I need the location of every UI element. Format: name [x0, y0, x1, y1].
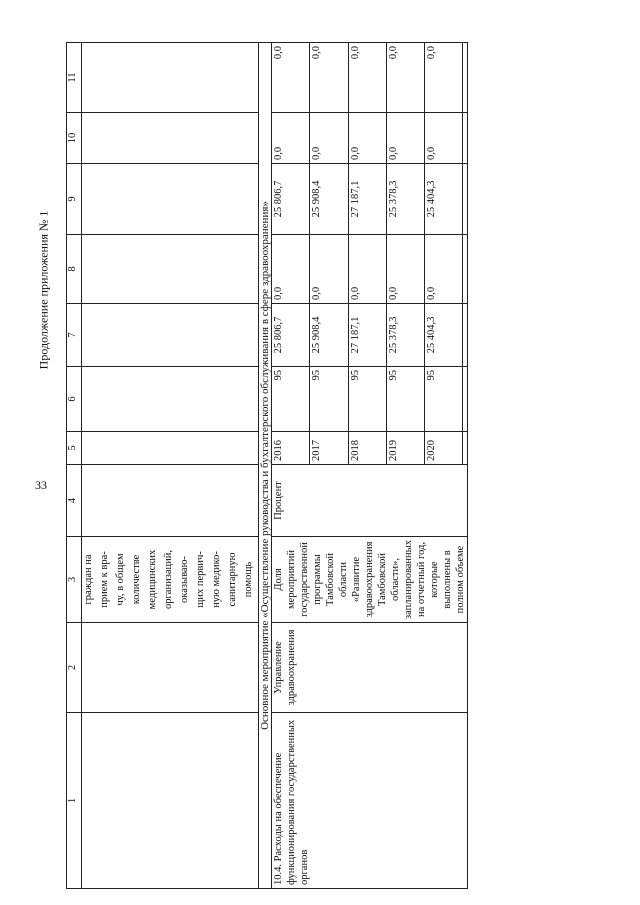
- continuation-line: щих первич-: [195, 551, 206, 608]
- regional-cell: 25 404,3: [425, 164, 463, 235]
- rotated-table-container: [66, 43, 466, 889]
- col-num-1: 1: [67, 713, 82, 889]
- col-num-6: 6: [67, 367, 82, 432]
- total-cell: 25 806,7: [272, 304, 310, 367]
- total-cell: 25 908,4: [310, 304, 348, 367]
- regional-cell: 25 908,4: [310, 164, 348, 235]
- continuation-line: медицинских: [147, 549, 158, 610]
- indicator-value: 95: [310, 367, 348, 432]
- other-cell: 0,0: [310, 43, 348, 113]
- indicator-value: 95: [348, 367, 386, 432]
- total-cell: 27 187,1: [348, 304, 386, 367]
- continuation-line: граждан на: [83, 554, 94, 605]
- continuation-line: оказываю-: [179, 556, 190, 603]
- program-table: [66, 42, 468, 889]
- indicator-name: Доля мероприятий государственной программы Тамбовской области «Развитие здравоохранения Тамбовской области», запланированных на отчетный год, которые выполнены в полном объеме: [272, 537, 468, 623]
- continuation-line: санитарную: [227, 552, 238, 607]
- section-row: [259, 43, 272, 889]
- col-num-3: 3: [67, 537, 82, 623]
- total-cell: 25 404,3: [425, 304, 463, 367]
- year-cell: 2020: [425, 432, 463, 465]
- federal-cell: 0,0: [425, 235, 463, 304]
- page-number: 33: [35, 478, 47, 492]
- col-num-10: 10: [67, 113, 82, 164]
- unit: Процент: [272, 465, 468, 537]
- other-cell: 0,0: [272, 43, 310, 113]
- indicator-value: 95: [386, 367, 424, 432]
- col-num-11: 11: [67, 43, 82, 113]
- table-row: [272, 43, 310, 889]
- total-cell: 25 378,3: [386, 304, 424, 367]
- federal-cell: 0,0: [348, 235, 386, 304]
- col-num-8: 8: [67, 235, 82, 304]
- continuation-row: [82, 43, 259, 889]
- year-cell: 2016: [272, 432, 310, 465]
- continuation-line: прием к вра-: [99, 551, 110, 608]
- federal-cell: 0,0: [310, 235, 348, 304]
- col-num-4: 4: [67, 465, 82, 537]
- indicator-value: 95: [272, 367, 310, 432]
- indicator-value: 95: [425, 367, 463, 432]
- col-num-9: 9: [67, 164, 82, 235]
- local-cell: 0,0: [425, 113, 463, 164]
- federal-cell: 0,0: [386, 235, 424, 304]
- other-cell: 0,0: [425, 43, 463, 113]
- local-cell: 0,0: [386, 113, 424, 164]
- other-cell: 0,0: [386, 43, 424, 113]
- col-num-2: 2: [67, 623, 82, 713]
- regional-cell: 27 187,1: [348, 164, 386, 235]
- federal-cell: 0,0: [272, 235, 310, 304]
- column-number-row: [67, 43, 82, 889]
- local-cell: 0,0: [310, 113, 348, 164]
- local-cell: 0,0: [348, 113, 386, 164]
- year-cell: 2019: [386, 432, 424, 465]
- executor: Управление здравоохранения: [272, 623, 468, 713]
- continuation-line: ную медико-: [211, 551, 222, 608]
- appendix-note: [34, 180, 54, 400]
- year-cell: 2018: [348, 432, 386, 465]
- appendix-note-text: Продолжение приложения № 1: [36, 210, 51, 370]
- continuation-line: чу, в общем: [115, 553, 126, 606]
- regional-cell: 25 806,7: [272, 164, 310, 235]
- other-cell: 0,0: [348, 43, 386, 113]
- continuation-line: помощь: [243, 561, 254, 598]
- year-cell: 2017: [310, 432, 348, 465]
- col-num-5: 5: [67, 432, 82, 465]
- local-cell: 0,0: [272, 113, 310, 164]
- col-num-7: 7: [67, 304, 82, 367]
- section-title: Основное мероприятие «Осуществление руководства и бухгалтерского обслуживания в сфере здравоохранения»: [259, 43, 272, 889]
- continuation-line: количестве: [131, 554, 142, 605]
- activity-name: 10.4. Расходы на обеспечение функционирования государственных органов: [272, 713, 468, 889]
- continuation-indicator: [82, 537, 259, 623]
- continuation-line: организаций,: [163, 550, 174, 609]
- regional-cell: 25 378,3: [386, 164, 424, 235]
